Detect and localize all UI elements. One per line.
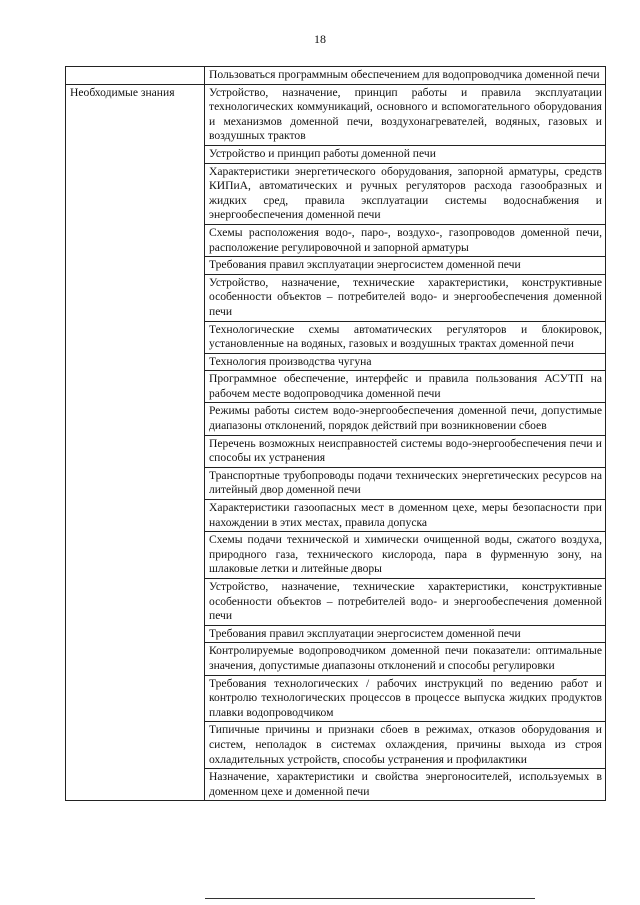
table-cell [205, 403, 606, 435]
table-cell [205, 722, 606, 769]
table-cell [205, 625, 606, 643]
cell-text: Характеристики газоопасных мест в доменном цехе, меры безопасности при нахождении в этих местах, правила допуска [209, 501, 602, 529]
cell-text: Устройство, назначение, технические характеристики, конструктивные особенности объектов – потребителей водо- и энергообеспечения доменной печи [209, 580, 602, 623]
category-label: Необходимые знания [66, 84, 205, 801]
table-cell [205, 435, 606, 467]
cell-text: Устройство, назначение, принцип работы и правила эксплуатации технологических коммуникаций, основного и вспомогательного оборудования и механизмов доменной печи, воздухонагревателей, водяных, газовых и воздушных трактов [209, 85, 602, 143]
table-cell [205, 163, 606, 224]
cell-text: Транспортные трубопроводы подачи технических энергетических ресурсов на литейный двор доменной печи [209, 468, 602, 497]
table-cell [205, 145, 606, 163]
table-cell [205, 769, 606, 801]
table-cell [205, 224, 606, 256]
table-cell [205, 67, 606, 85]
table-cell [205, 371, 606, 403]
cell-text: Перечень возможных неисправностей системы водо-энергообеспечения печи и способы их устранения [209, 436, 602, 465]
cell-text: Программное обеспечение, интерфейс и правила пользования АСУТП на рабочем месте водопроводчика доменной печи [209, 372, 602, 400]
cell-text: Устройство, назначение, технические характеристики, конструктивные особенности объектов – потребителей водо- и энергообеспечения доменной печи [209, 275, 602, 318]
cell-text: Режимы работы систем водо-энергообеспечения доменной печи, допустимые диапазоны отклонений, порядок действий при возникновении сбоев [209, 404, 602, 433]
table-cell [205, 257, 606, 275]
table-cell [205, 532, 606, 579]
table-row [66, 84, 606, 145]
table-cell [205, 321, 606, 353]
table-cell [205, 467, 606, 499]
page-number: 18 [314, 32, 326, 46]
cell-text: Назначение, характеристики и свойства энергоносителей, используемых в доменном цехе и доменной печи [209, 770, 602, 798]
cell-text: Пользоваться программным обеспечением для водопроводчика доменной печи [209, 68, 600, 81]
table-cell [205, 500, 606, 532]
cell-text: Схемы подачи технической и химически очищенной воды, сжатого воздуха, природного газа, технического кислорода, пара в фурменную зону, на шлаковые летки и литейные дворы [209, 533, 602, 576]
cell-text: Технологические схемы автоматических регуляторов и блокировок, установленные на водяных, газовых и воздушных трактах доменной печи [209, 322, 602, 351]
table-cell [205, 274, 606, 321]
table-cell [205, 643, 606, 675]
cell-text: Характеристики энергетического оборудования, запорной арматуры, средств КИПиА, автоматических и ручных регуляторов расхода газообразных и жидких сред, правила эксплуатации системы водоснабжения и энергообеспечения доменной печи [209, 164, 602, 222]
cell-text: Технология производства чугуна [209, 354, 372, 368]
knowledge-table [65, 66, 606, 801]
table-cell [205, 675, 606, 722]
cell-text: Требования технологических / рабочих инструкций по ведению работ и контролю технологических процессов в процессе выпуска жидких продуктов плавки водопроводчиком [209, 676, 602, 719]
cell-text: Требования правил эксплуатации энергосистем доменной печи [209, 258, 521, 272]
cell-text: Типичные причины и признаки сбоев в режимах, отказов оборудования и систем, неполадок в системах охлаждения, причины выхода из строя охладительных устройств, способы устранения и профилактики [209, 723, 602, 766]
cell-text: Контролируемые водопроводчиком доменной печи показатели: оптимальные значения, допустимые диапазоны отклонений и способы регулировки [209, 644, 602, 672]
empty-label-cell [66, 67, 205, 85]
cell-text: Устройство и принцип работы доменной печи [209, 146, 436, 160]
table-cell [205, 579, 606, 626]
bottom-rule [205, 898, 535, 899]
table-row [66, 67, 606, 85]
cell-text: Требования правил эксплуатации энергосистем доменной печи [209, 626, 521, 640]
table-cell [205, 353, 606, 371]
cell-text: Схемы расположения водо-, паро-, воздухо-, газопроводов доменной печи, расположение регулировочной и запорной арматуры [209, 225, 602, 254]
table-cell [205, 84, 606, 145]
